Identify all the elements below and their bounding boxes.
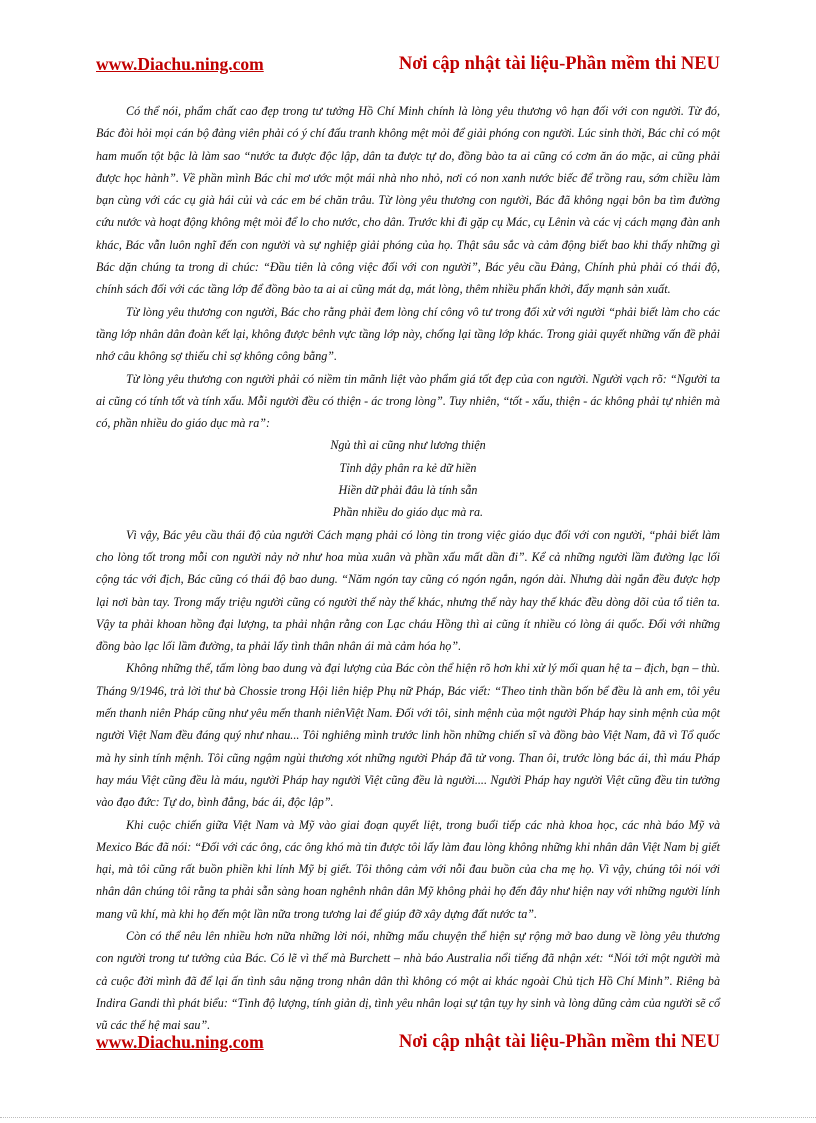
poem-line: Hiền dữ phải đâu là tính sẵn [338, 483, 478, 498]
header-tagline: Nơi cập nhật tài liệu-Phần mềm thi NEU [398, 53, 720, 74]
document-body [96, 100, 720, 1036]
page-bottom-divider [0, 1117, 816, 1118]
header-site-link[interactable]: www.Diachu.ning.com [96, 53, 264, 74]
footer-tagline: Nơi cập nhật tài liệu-Phần mềm thi NEU [398, 1031, 720, 1052]
poem-line: Tỉnh dậy phân ra kẻ dữ hiền [339, 460, 477, 475]
footer-site-link[interactable]: www.Diachu.ning.com [96, 1031, 264, 1052]
paragraph-4: Vì vậy, Bác yêu cầu thái độ của người Cách mạng phải có lòng tin trong việc giáo dục đối với con người, “phải biết làm cho lòng tốt trong mỗi con người nảy nở như hoa mùa xuân và phần xấu mất dần đi”. Kể cả những người lầm đường lạc lối cộng tác với địch, Bác cũng có thái độ bao dung. “Năm ngón tay cũng có ngón ngắn, ngón dài. Nhưng dài ngắn đều được hợp lại nơi bàn tay. Trong mấy triệu người cũng có người thế này thế khác, nhưng thế này hay thế khác đều dòng dõi của tổ tiên ta. Vậy ta phải khoan hồng đại lượng, ta phải nhận rằng con Lạc cháu Hồng thì ai cũng ít nhiều có lòng ái quốc. Đối với những đồng bào lạc lối lầm đường, ta phải lấy tình thân nhân ái mà cảm hóa họ”. [96, 527, 720, 654]
page-header [96, 50, 720, 78]
page-footer [96, 1028, 720, 1056]
paragraph-3: Từ lòng yêu thương con người phải có niềm tin mãnh liệt vào phẩm giá tốt đẹp của con người. Người vạch rõ: “Người ta ai cũng có tính tốt và tính xấu. Mỗi người đều có thiện - ác trong lòng”. Tuy nhiên, “tốt - xấu, thiện - ác không phải tự nhiên mà có, phần nhiều do giáo dục mà ra”: [96, 371, 720, 431]
poem-block [96, 434, 720, 523]
poem-line: Ngủ thì ai cũng như lương thiện [330, 438, 486, 453]
paragraph-2: Từ lòng yêu thương con người, Bác cho rằng phải đem lòng chí công vô tư trong đối xử với người “phải biết làm cho các tầng lớp nhân dân đoàn kết lại, không được bênh vực tầng lớp này, chống lại tầng lớp khác. Trong giải quyết những vấn đề phải nhớ câu không sợ thiếu chỉ sợ không công bằng”. [96, 304, 720, 364]
paragraph-6: Khi cuộc chiến giữa Việt Nam và Mỹ vào giai đoạn quyết liệt, trong buổi tiếp các nhà khoa học, các nhà báo Mỹ và Mexico Bác đã nói: “Đối với các ông, các ông khó mà tin được tôi lấy làm đau lòng không những khi nhân dân Việt Nam bị giết hại, mà tôi cũng rất buồn phiền khi lính Mỹ bị giết. Tôi thông cảm với nỗi đau buồn của cha mẹ họ. Vì vậy, chúng tôi nói với nhân dân chúng tôi rằng ta phải sẵn sàng hoan nghênh nhân dân Mỹ không phải họ đến đây như hiện nay với những người lính mang vũ khí, mà khi họ đến một lần nữa trong tương lai để giúp đỡ xây dựng đất nước ta”. [96, 817, 720, 921]
poem-line: Phần nhiều do giáo dục mà ra. [332, 505, 484, 520]
paragraph-5: Không những thế, tấm lòng bao dung và đại lượng của Bác còn thể hiện rõ hơn khi xử lý mối quan hệ ta – địch, bạn – thù. Tháng 9/1946, trả lời thư bà Chossie trong Hội liên hiệp Phụ nữ Pháp, Bác viết: “Theo tinh thần bốn bể đều là anh em, tôi yêu mến thanh niên Pháp cũng như yêu mến thanh niênViệt Nam. Đối với tôi, sinh mệnh của một người Pháp hay sinh mệnh của một người Việt Nam đều đáng quý như nhau... Tôi nghiêng mình trước linh hồn những chiến sĩ và đồng bào Việt Nam, đã vì Tổ quốc mà hy sinh tính mệnh. Tôi cũng ngậm ngùi thương xót những người Pháp đã tử vong. Than ôi, trước lòng bác ái, thì máu Pháp hay máu Việt cũng đều là máu, người Pháp hay người Việt cũng đều là người.... Người Pháp hay người Việt cũng đều tin tưởng vào đạo đức: Tự do, bình đẳng, bác ái, độc lập”. [96, 661, 720, 810]
paragraph-1: Có thể nói, phẩm chất cao đẹp trong tư tưởng Hồ Chí Minh chính là lòng yêu thương vô hạn đối với con người. Từ đó, Bác đòi hỏi mọi cán bộ đảng viên phải có ý chí đấu tranh không mệt mỏi để giải phóng con người. Lúc sinh thời, Bác chỉ có một ham muốn tột bậc là làm sao “nước ta được độc lập, dân ta được tự do, đồng bào ta ai cũng có cơm ăn áo mặc, ai cũng phải được học hành”. Về phần mình Bác chỉ mơ ước một mái nhà nho nhỏ, nơi có non xanh nước biếc để trồng rau, sớm chiều làm bạn cùng với các cụ già hái củi và các em bé chăn trâu. Từ lòng yêu thương con người, Bác đã không ngại bôn ba tìm đường cứu nước và hoạt động không mệt mỏi để lo cho nước, cho dân. Trước khi đi gặp cụ Mác, cụ Lênin và các vị cách mạng đàn anh khác, Bác vẫn luôn nghĩ đến con người và sự nghiệp giải phóng của họ. Thật sâu sắc và cảm động biết bao khi thấy những gì Bác dặn chúng ta trong di chúc: “Đầu tiên là công việc đối với con người”, Bác yêu cầu Đảng, Chính phủ phải có thái độ, chính sách đối với các tầng lớp để đồng bào ta ai ai cũng mát dạ, mát lòng, thêm nhiều phấn khởi, đẩy mạnh sản xuất. [96, 104, 720, 297]
paragraph-7: Còn có thể nêu lên nhiều hơn nữa những lời nói, những mẩu chuyện thể hiện sự rộng mở bao dung về lòng yêu thương con người trong tư tưởng của Bác. Có lẽ vì thế mà Burchett – nhà báo Australia nổi tiếng đã nhận xét: “Nói tới một người mà cả cuộc đời mình đã để lại ấn tình sâu nặng trong nhân dân thì không có một ai khác ngoài Chủ tịch Hồ Chí Minh”. Riêng bà Indira Gandi thì phát biểu: “Tình độ lượng, tính giản dị, tình yêu nhân loại sự tận tụy hy sinh và lòng dũng cảm của người sẽ cổ vũ các thế hệ mai sau”. [96, 928, 720, 1033]
